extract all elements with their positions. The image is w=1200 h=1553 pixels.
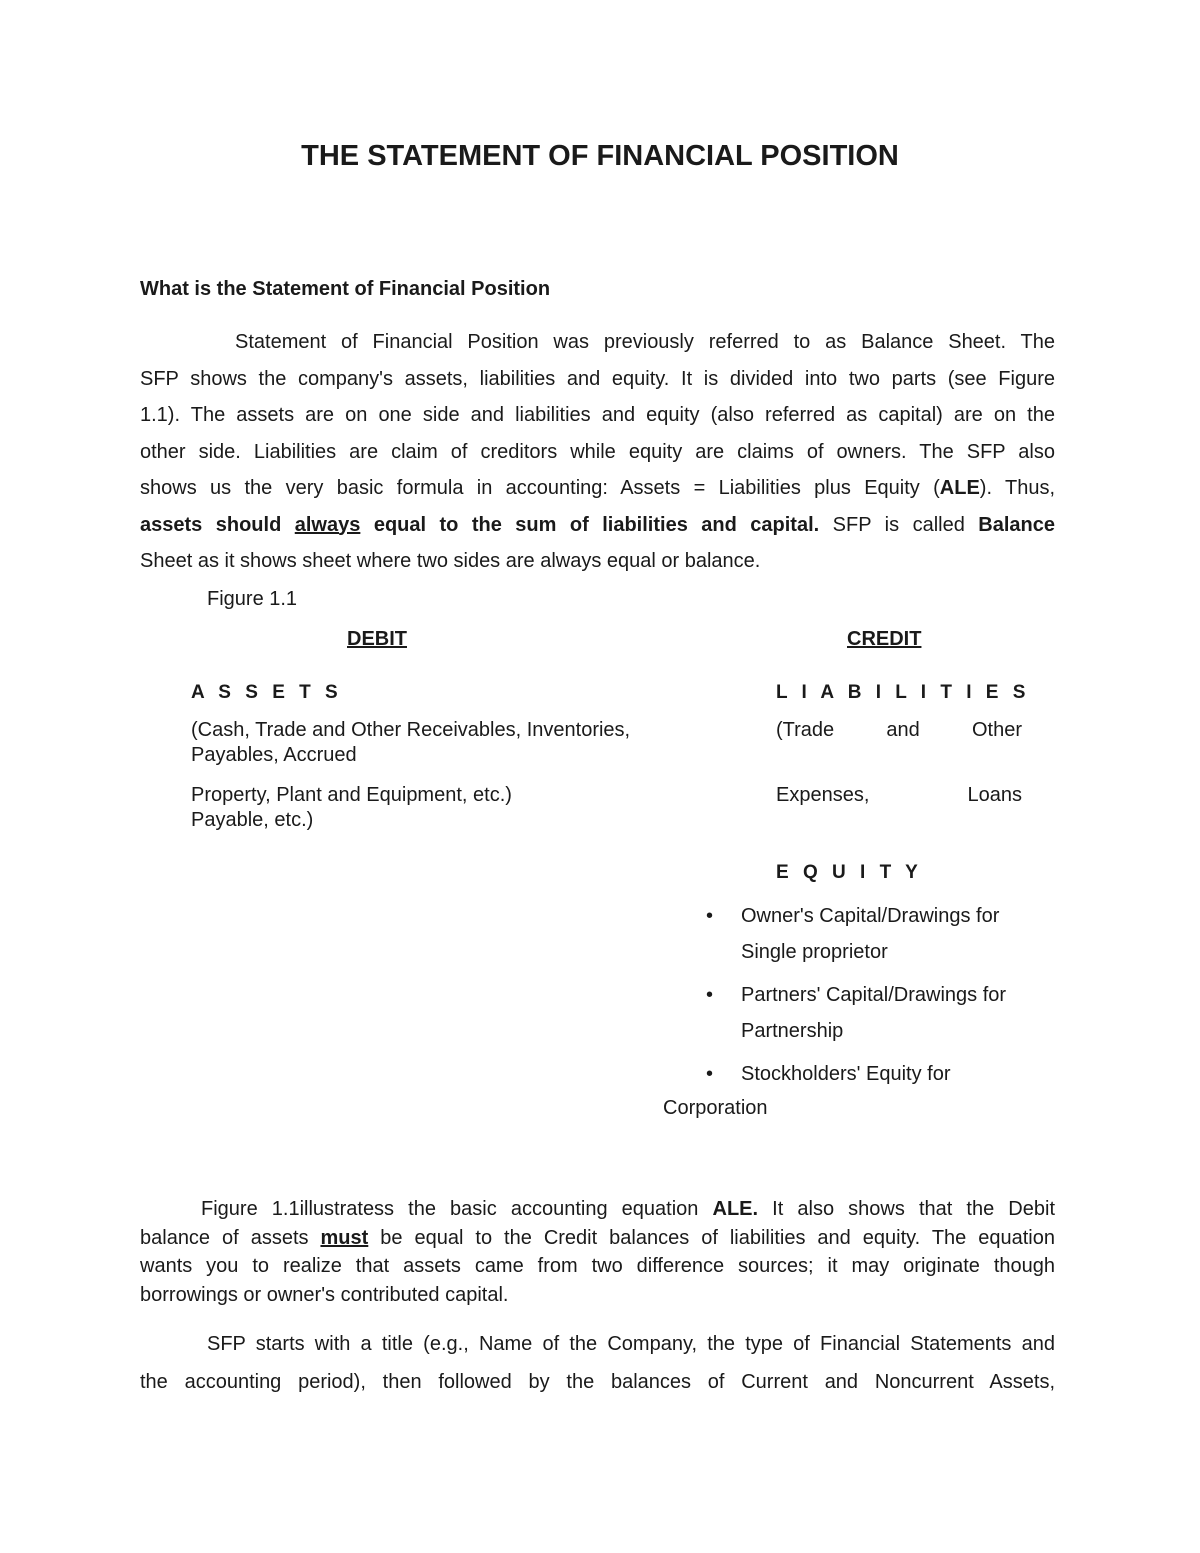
explain-line-2a: balance of assets: [140, 1226, 321, 1249]
liab-word: Loans: [967, 784, 1022, 806]
always-underlined: always: [294, 513, 361, 536]
liabilities-text-1: [776, 718, 1022, 743]
balance-bold: Balance: [978, 513, 1056, 536]
intro-line-7: Sheet as it shows sheet where two sides are always equal or balance.: [140, 550, 761, 572]
ale-bold: ALE.: [712, 1198, 759, 1220]
debit-heading: DEBIT: [347, 628, 407, 650]
page-title: THE STATEMENT OF FINANCIAL POSITION: [301, 140, 899, 172]
ale-bold: ALE: [939, 477, 980, 499]
must-underlined: must: [320, 1226, 369, 1249]
bullet-icon: •: [706, 984, 714, 1006]
intro-line-1: Statement of Financial Position was previously referred to as Balance Sheet. The: [235, 331, 1055, 353]
sfp-structure-paragraph: [140, 1325, 1055, 1401]
equity-heading: E Q U I T Y: [776, 862, 923, 883]
intro-paragraph: [140, 324, 1055, 580]
intro-line-6d: SFP is called: [819, 513, 979, 536]
explain-line-4: borrowings or owner's contributed capital.: [140, 1283, 509, 1306]
emphasis-a: assets should: [140, 513, 295, 536]
intro-line-4: other side. Liabilities are claim of creditors while equity are claims of owners. The SFP also: [140, 440, 1055, 463]
bullet-icon: •: [706, 905, 714, 927]
liab-word: (Trade: [776, 719, 835, 741]
assets-text-2: Payables, Accrued: [191, 744, 357, 766]
intro-line-2: SFP shows the company's assets, liabilities and equity. It is divided into two parts (see Figure: [140, 367, 1055, 390]
liab-word: Other: [971, 719, 1022, 741]
explain-line-1c: It also shows that the Debit: [758, 1198, 1055, 1220]
structure-line-2: the accounting period), then followed by the balances of Current and Noncurrent Assets,: [140, 1371, 1055, 1393]
liab-word: and: [886, 719, 920, 741]
intro-line-6: [140, 507, 1055, 544]
section-heading: What is the Statement of Financial Position: [140, 278, 551, 300]
explain-line-2: [140, 1224, 1055, 1253]
figure-label: Figure 1.1: [207, 588, 298, 610]
emphasis-c: equal to the sum of liabilities and capital.: [360, 513, 820, 536]
structure-line-1: SFP starts with a title (e.g., Name of the Company, the type of Financial Statements and: [207, 1333, 1055, 1355]
liab-word: Expenses,: [776, 784, 870, 806]
liabilities-heading: L I A B I L I T I E S: [776, 682, 1030, 703]
liabilities-text-2: [776, 783, 1022, 808]
assets-text-1: (Cash, Trade and Other Receivables, Inventories,: [191, 719, 631, 741]
intro-line-5a: shows us the very basic formula in accounting: Assets = Liabilities plus Equity (: [140, 477, 940, 499]
explain-line-1a: Figure 1.1illustratess the basic accounting equation: [201, 1198, 713, 1220]
equity-item-text: Single proprietor: [741, 941, 888, 963]
intro-line-5: [140, 470, 1055, 507]
assets-heading: A S S E T S: [191, 682, 343, 703]
intro-line-3: 1.1). The assets are on one side and liabilities and equity (also referred as capital) are on the: [140, 404, 1055, 426]
bullet-icon: •: [706, 1063, 714, 1085]
equity-item-text: Corporation: [663, 1097, 768, 1119]
explain-line-3: wants you to realize that assets came from two difference sources; it may originate though: [140, 1255, 1055, 1277]
explain-line-1: [140, 1195, 1055, 1224]
figure-explanation-paragraph: [140, 1195, 1055, 1309]
equity-item-text: Partners' Capital/Drawings for: [741, 984, 1007, 1006]
explain-line-2c: be equal to the Credit balances of liabilities and equity. The equation: [368, 1226, 1055, 1249]
credit-heading: CREDIT: [847, 628, 922, 650]
equity-item-text: Partnership: [741, 1020, 844, 1042]
equity-item-text: Stockholders' Equity for: [741, 1063, 951, 1085]
intro-line-5c: ). Thus,: [979, 477, 1056, 499]
assets-text-3: Property, Plant and Equipment, etc.): [191, 784, 512, 806]
equity-item-text: Owner's Capital/Drawings for: [741, 905, 1000, 927]
assets-text-4: Payable, etc.): [191, 809, 314, 831]
